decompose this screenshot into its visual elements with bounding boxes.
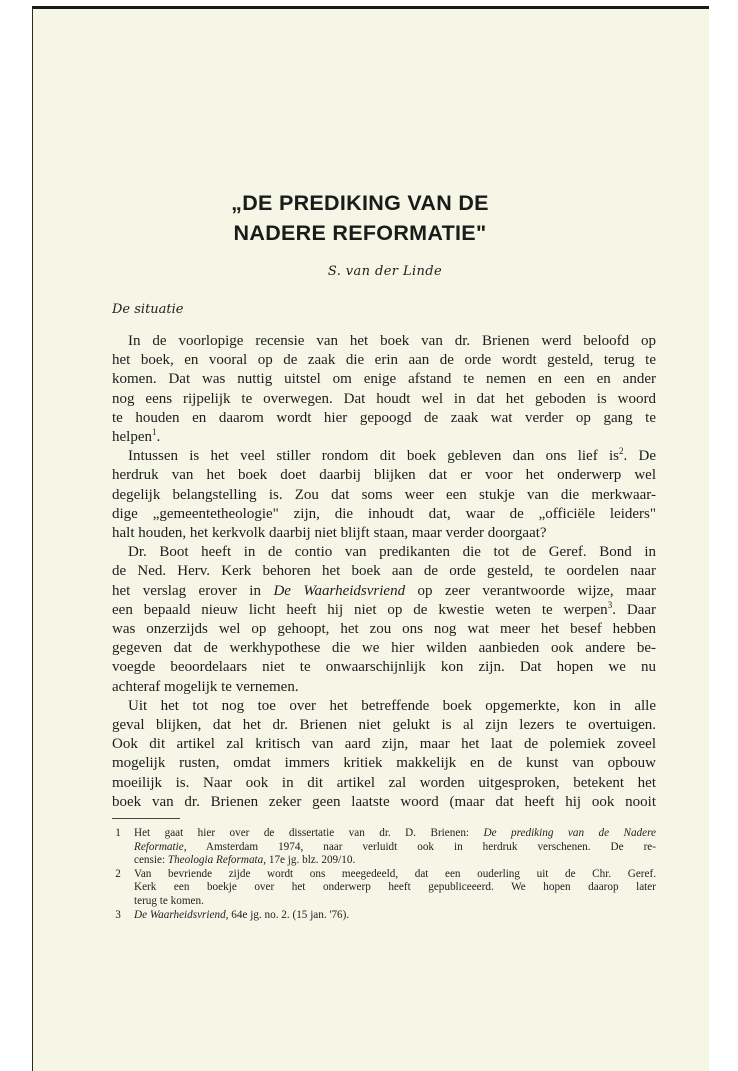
footnote-number: 3 <box>115 908 121 921</box>
footnote-line: Kerk een boekje over het onderwerp heeft gepubliceeerd. We hopen daarop later <box>134 881 656 894</box>
body-line <box>112 447 656 466</box>
scan-margin <box>0 0 32 1068</box>
footnote-number: 1 <box>115 827 121 839</box>
body-line <box>112 428 656 447</box>
body-text: een bepaald nieuw licht heeft hij niet op de kwestie weten te werpen <box>112 601 608 618</box>
footnote-text: 17e jg. blz. 209/10. <box>268 854 356 867</box>
body-line: mogelijk rusten, omdat immers kritiek makkelijk en de kunst van opbouw <box>112 755 656 772</box>
footnote-line: terug te komen. <box>134 894 204 907</box>
body-line: voegde beoordelaars niet te onwaarschijnlijk kon zijn. Dat hopen we nu <box>112 659 656 676</box>
footnote-text: Amsterdam 1974, naar verluidt ook in herdruk verschenen. De re- <box>205 840 657 853</box>
footnote-divider <box>112 818 180 819</box>
footnote-ref-3: 3 <box>607 599 613 610</box>
body-text: Daar <box>626 601 656 618</box>
footnote-text: censie: <box>134 854 166 867</box>
footnote-line: Van bevriende zijde wordt ons meegedeeld, dat een ouderling uit de Chr. Geref. <box>134 867 656 880</box>
body-line: Uit het tot nog toe over het betreffende boek opgemerkte, kon in alle <box>128 697 656 714</box>
body-line: de Ned. Herv. Kerk behoren het boek aan de orde gesteld, te oordelen naar <box>112 563 656 580</box>
book-title: De prediking van de Nadere <box>483 827 656 839</box>
body-line <box>112 582 656 601</box>
body-line: herdruk van het boek doet daarbij blijken dat er voor het onderwerp wel <box>112 467 656 484</box>
footnote-line <box>134 854 656 868</box>
footnote-line <box>134 909 656 923</box>
body-text: helpen <box>112 429 152 446</box>
periodical-title: De Waarheidsvriend <box>273 582 406 599</box>
body-line: te houden en daarom wordt hier gepoogd de zaak wat verder op gang te <box>112 409 656 426</box>
section-heading: De situatie <box>112 302 184 317</box>
body-line: dige „gemeentetheologie" zijn, die inhoudt dat, waar de „officiële leiders" <box>112 505 656 522</box>
body-line: In de voorlopige recensie van het boek van dr. Brienen werd beloofd op <box>128 333 656 349</box>
body-line: moeilijk is. Naar ook in dit artikel zal worden uitgesproken, betekent het <box>112 774 656 791</box>
body-line: een bepaald nieuw licht heeft hij niet op de kwestie weten te werpen$^3$. Daar <box>112 599 656 618</box>
footnote-3 <box>112 909 656 923</box>
footnote-text: Het gaat hier over de dissertatie van dr. D. Brienen: <box>134 827 470 839</box>
body-text: . <box>156 429 161 446</box>
footnote-line <box>134 827 656 841</box>
body-line: achteraf mogelijk te vernemen. <box>112 678 299 695</box>
body-line: het boek, en vooral op de zaak die erin aan de orde wordt gesteld, terug te <box>112 352 656 369</box>
body-line: komen. Dat was nuttig uitstel om enige afstand te nemen en een en ander <box>112 371 656 388</box>
body-line: halt houden, het kerkvolk daarbij niet blijft staan, maar verder doorgaat? <box>112 525 547 542</box>
book-title: Reformatie, <box>134 840 187 853</box>
article-title-line-1: „DE PREDIKING VAN DE <box>231 191 489 215</box>
body-text: het verslag erover in <box>112 582 261 599</box>
footnote-line <box>134 841 656 855</box>
body-line: nog eens rijpelijk te overwegen. Dat houdt wel in dat het geboden is woord <box>112 390 656 407</box>
body-text: . De <box>623 448 656 465</box>
body-line: was onzerzijds wel op gehoopt, het zou ons nog wat meer het besef hebben <box>112 621 656 638</box>
body-line: Ook dit artikel zal kritisch van aard zijn, maar het laat de polemiek zoveel <box>112 736 656 753</box>
body-line: gegeven dat de werkhypothese die we hier wilden aanbieden ook andere be- <box>112 640 656 657</box>
footnote-ref-1: 1 <box>151 427 157 438</box>
body-line: geval blijken, dat het dr. Brienen niet gelukt is al zijn lezers te overtuigen. <box>112 717 656 734</box>
body-text: op zeer verantwoorde wijze, maar <box>417 582 657 599</box>
article-author: S. van der Linde <box>327 264 443 279</box>
footnote-number: 2 <box>115 867 121 880</box>
footnote-2 <box>112 868 656 909</box>
body-line: degelijk belangstelling is. Zou dat soms weer een stukje van die merkwaar- <box>112 486 656 503</box>
footnotes <box>112 827 656 922</box>
journal-title: Theologia Reformata, <box>167 854 267 867</box>
footnote-1 <box>112 827 656 868</box>
body-line: boek van dr. Brienen zeker geen laatste woord (maar dat heeft hij ook nooit <box>112 793 656 810</box>
body-line: Dr. Boot heeft in de contio van predikanten die tot de Geref. Bond in <box>128 544 656 561</box>
footnote-text: 64e jg. no. 2. (15 jan. '76). <box>231 908 350 921</box>
article-body <box>112 332 656 812</box>
footnote-ref-2: 2 <box>618 446 624 457</box>
body-text: Intussen is het veel stiller rondom dit boek gebleven dan ons lief is <box>128 448 619 465</box>
periodical-title: De Waarheidsvriend, <box>134 908 229 921</box>
article-title-line-2: NADERE REFORMATIE" <box>233 221 487 245</box>
